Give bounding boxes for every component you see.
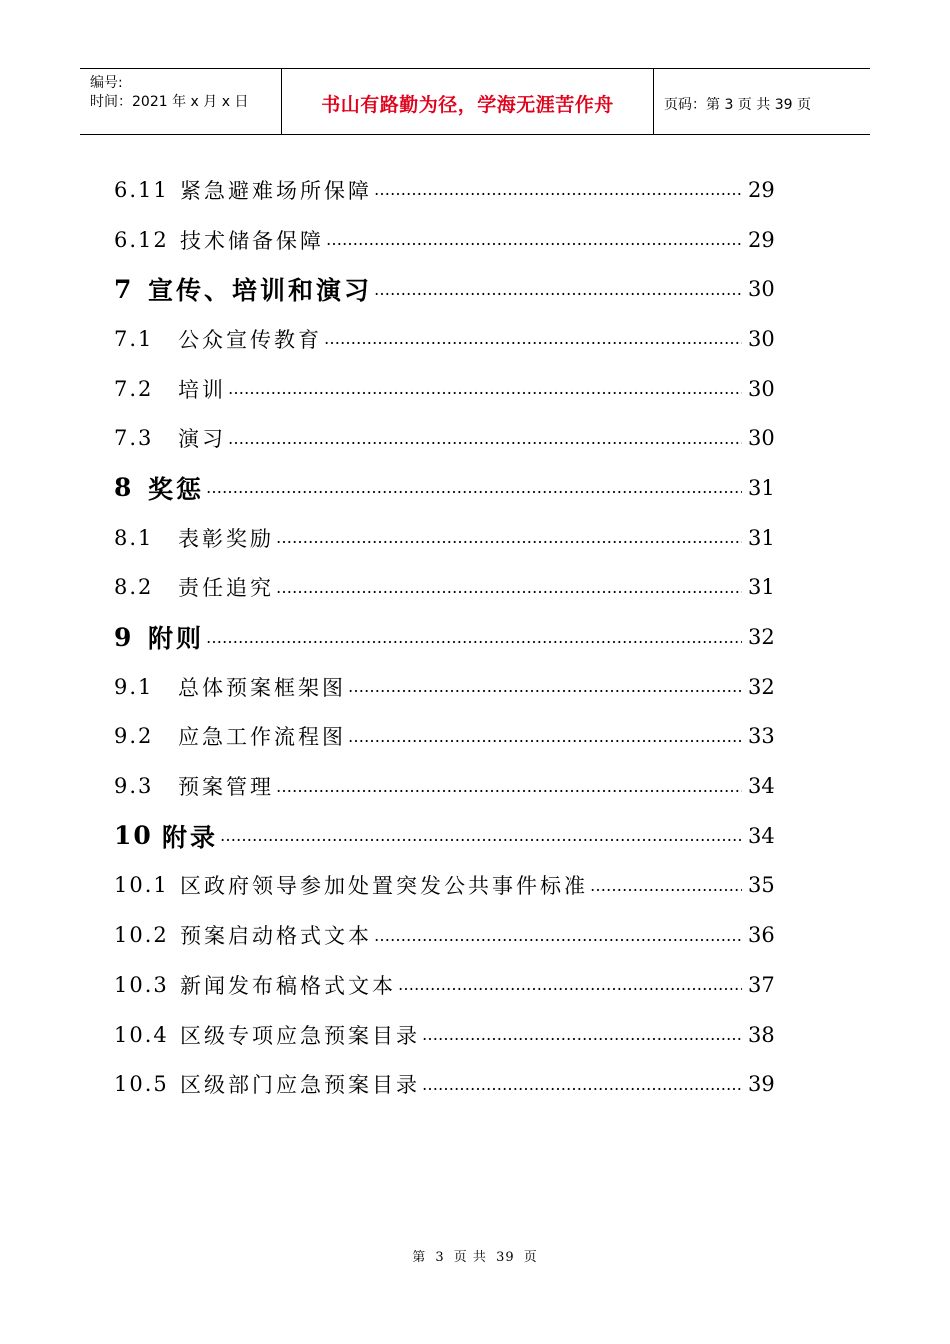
toc-section-entry[interactable] (114, 910, 794, 960)
toc-section-entry[interactable] (114, 314, 794, 364)
header-meta (80, 69, 282, 134)
toc-entry-page: 30 (748, 326, 775, 351)
header-page-info: 页码：第 3 页 共 39 页 (664, 96, 811, 113)
footer-suffix: 页 (523, 1250, 538, 1265)
toc-leader-dots (326, 230, 742, 249)
toc-entry-page: 39 (748, 1072, 775, 1097)
toc-entry-title: 新闻发布稿格式文本 (180, 973, 396, 998)
toc-entry-title: 区政府领导参加处置突发公共事件标准 (180, 874, 588, 899)
toc-chapter-entry[interactable] (114, 264, 794, 314)
toc-entry-page: 30 (748, 426, 775, 451)
toc-leader-dots (590, 876, 742, 895)
toc-section-entry[interactable] (114, 513, 794, 563)
table-of-contents (114, 165, 794, 1109)
toc-section-entry[interactable] (114, 1010, 794, 1060)
toc-entry-page: 30 (748, 277, 775, 302)
toc-entry-page: 30 (748, 376, 775, 401)
toc-entry-number: 8 (114, 473, 134, 503)
toc-leader-dots (228, 429, 742, 448)
toc-chapter-entry[interactable] (114, 612, 794, 662)
document-number-label: 编号: (90, 75, 123, 91)
toc-entry-title: 表彰奖励 (178, 526, 274, 551)
page-header (80, 68, 870, 135)
toc-entry-page: 33 (748, 724, 775, 749)
toc-entry-number: 10.2 (114, 923, 169, 948)
toc-section-entry[interactable] (114, 662, 794, 712)
footer-total-pages: 39 (496, 1250, 515, 1265)
header-motto-cell (282, 69, 654, 134)
toc-entry-title: 区级部门应急预案目录 (180, 1073, 420, 1098)
toc-entry-title: 预案管理 (178, 775, 274, 800)
toc-entry-number: 9.2 (114, 724, 154, 749)
toc-leader-dots (324, 329, 742, 348)
toc-entry-number: 8.1 (114, 525, 154, 550)
toc-section-entry[interactable] (114, 960, 794, 1010)
toc-entry-title: 责任追究 (178, 576, 274, 601)
toc-leader-dots (422, 1075, 742, 1094)
toc-leader-dots (348, 727, 742, 746)
toc-section-entry[interactable] (114, 413, 794, 463)
toc-entry-number: 7.1 (114, 326, 154, 351)
toc-entry-title: 总体预案框架图 (178, 675, 346, 700)
toc-entry-page: 34 (748, 774, 775, 799)
toc-entry-page: 35 (748, 873, 775, 898)
toc-chapter-entry[interactable] (114, 811, 794, 861)
toc-entry-page: 38 (748, 1022, 775, 1047)
toc-leader-dots (220, 826, 742, 845)
page-footer (0, 1246, 950, 1265)
header-motto: 书山有路勤为径，学海无涯苦作舟 (321, 94, 614, 116)
toc-section-entry[interactable] (114, 712, 794, 762)
toc-entry-number: 10.4 (114, 1022, 169, 1047)
toc-section-entry[interactable] (114, 165, 794, 215)
toc-leader-dots (348, 677, 742, 696)
toc-entry-number: 9.1 (114, 674, 154, 699)
toc-entry-title: 紧急避难场所保障 (180, 178, 372, 203)
toc-leader-dots (374, 280, 742, 299)
toc-entry-title: 培训 (178, 377, 226, 402)
toc-leader-dots (276, 777, 742, 796)
footer-prefix: 第 (412, 1250, 427, 1265)
toc-entry-title: 区级专项应急预案目录 (180, 1023, 420, 1048)
footer-current-page: 3 (435, 1250, 445, 1265)
toc-section-entry[interactable] (114, 861, 794, 911)
toc-entry-page: 31 (748, 475, 775, 500)
toc-leader-dots (398, 975, 742, 994)
toc-entry-title: 预案启动格式文本 (180, 924, 372, 949)
toc-entry-page: 29 (748, 177, 775, 202)
toc-entry-page: 29 (748, 227, 775, 252)
toc-entry-title: 附则 (148, 624, 205, 654)
header-page-info-cell (654, 69, 870, 134)
toc-entry-title: 附录 (162, 822, 219, 852)
toc-entry-title: 应急工作流程图 (178, 725, 346, 750)
toc-entry-page: 37 (748, 972, 775, 997)
toc-leader-dots (206, 628, 742, 647)
toc-section-entry[interactable] (114, 1059, 794, 1109)
toc-leader-dots (374, 926, 742, 945)
toc-chapter-entry[interactable] (114, 463, 794, 513)
toc-entry-page: 36 (748, 923, 775, 948)
toc-entry-number: 6.11 (114, 177, 169, 202)
toc-entry-page: 32 (748, 625, 775, 650)
toc-entry-title: 技术储备保障 (180, 228, 324, 253)
toc-section-entry[interactable] (114, 761, 794, 811)
toc-entry-number: 8.2 (114, 575, 154, 600)
toc-leader-dots (276, 528, 742, 547)
toc-entry-number: 6.12 (114, 227, 169, 252)
toc-entry-number: 9 (114, 622, 134, 652)
toc-entry-number: 10 (114, 821, 153, 851)
toc-leader-dots (228, 379, 742, 398)
toc-entry-page: 32 (748, 674, 775, 699)
toc-entry-number: 10.1 (114, 873, 169, 898)
toc-leader-dots (206, 478, 742, 497)
toc-entry-page: 31 (748, 525, 775, 550)
toc-entry-number: 7.3 (114, 426, 154, 451)
toc-entry-title: 演习 (178, 427, 226, 452)
toc-section-entry[interactable] (114, 215, 794, 265)
toc-entry-page: 34 (748, 823, 775, 848)
toc-entry-number: 10.5 (114, 1072, 169, 1097)
toc-entry-title: 奖惩 (148, 474, 205, 504)
toc-entry-number: 10.3 (114, 972, 169, 997)
toc-leader-dots (374, 180, 742, 199)
toc-leader-dots (276, 578, 742, 597)
toc-entry-number: 9.3 (114, 774, 154, 799)
document-date: 时间：2021 年 x 月 x 日 (90, 94, 249, 110)
toc-entry-number: 7 (114, 274, 134, 304)
toc-entry-title: 公众宣传教育 (178, 327, 322, 352)
toc-section-entry[interactable] (114, 364, 794, 414)
toc-section-entry[interactable] (114, 563, 794, 613)
footer-mid: 页 共 (453, 1250, 487, 1265)
toc-entry-page: 31 (748, 575, 775, 600)
toc-entry-number: 7.2 (114, 376, 154, 401)
toc-leader-dots (422, 1025, 742, 1044)
toc-entry-title: 宣传、培训和演习 (148, 276, 373, 306)
